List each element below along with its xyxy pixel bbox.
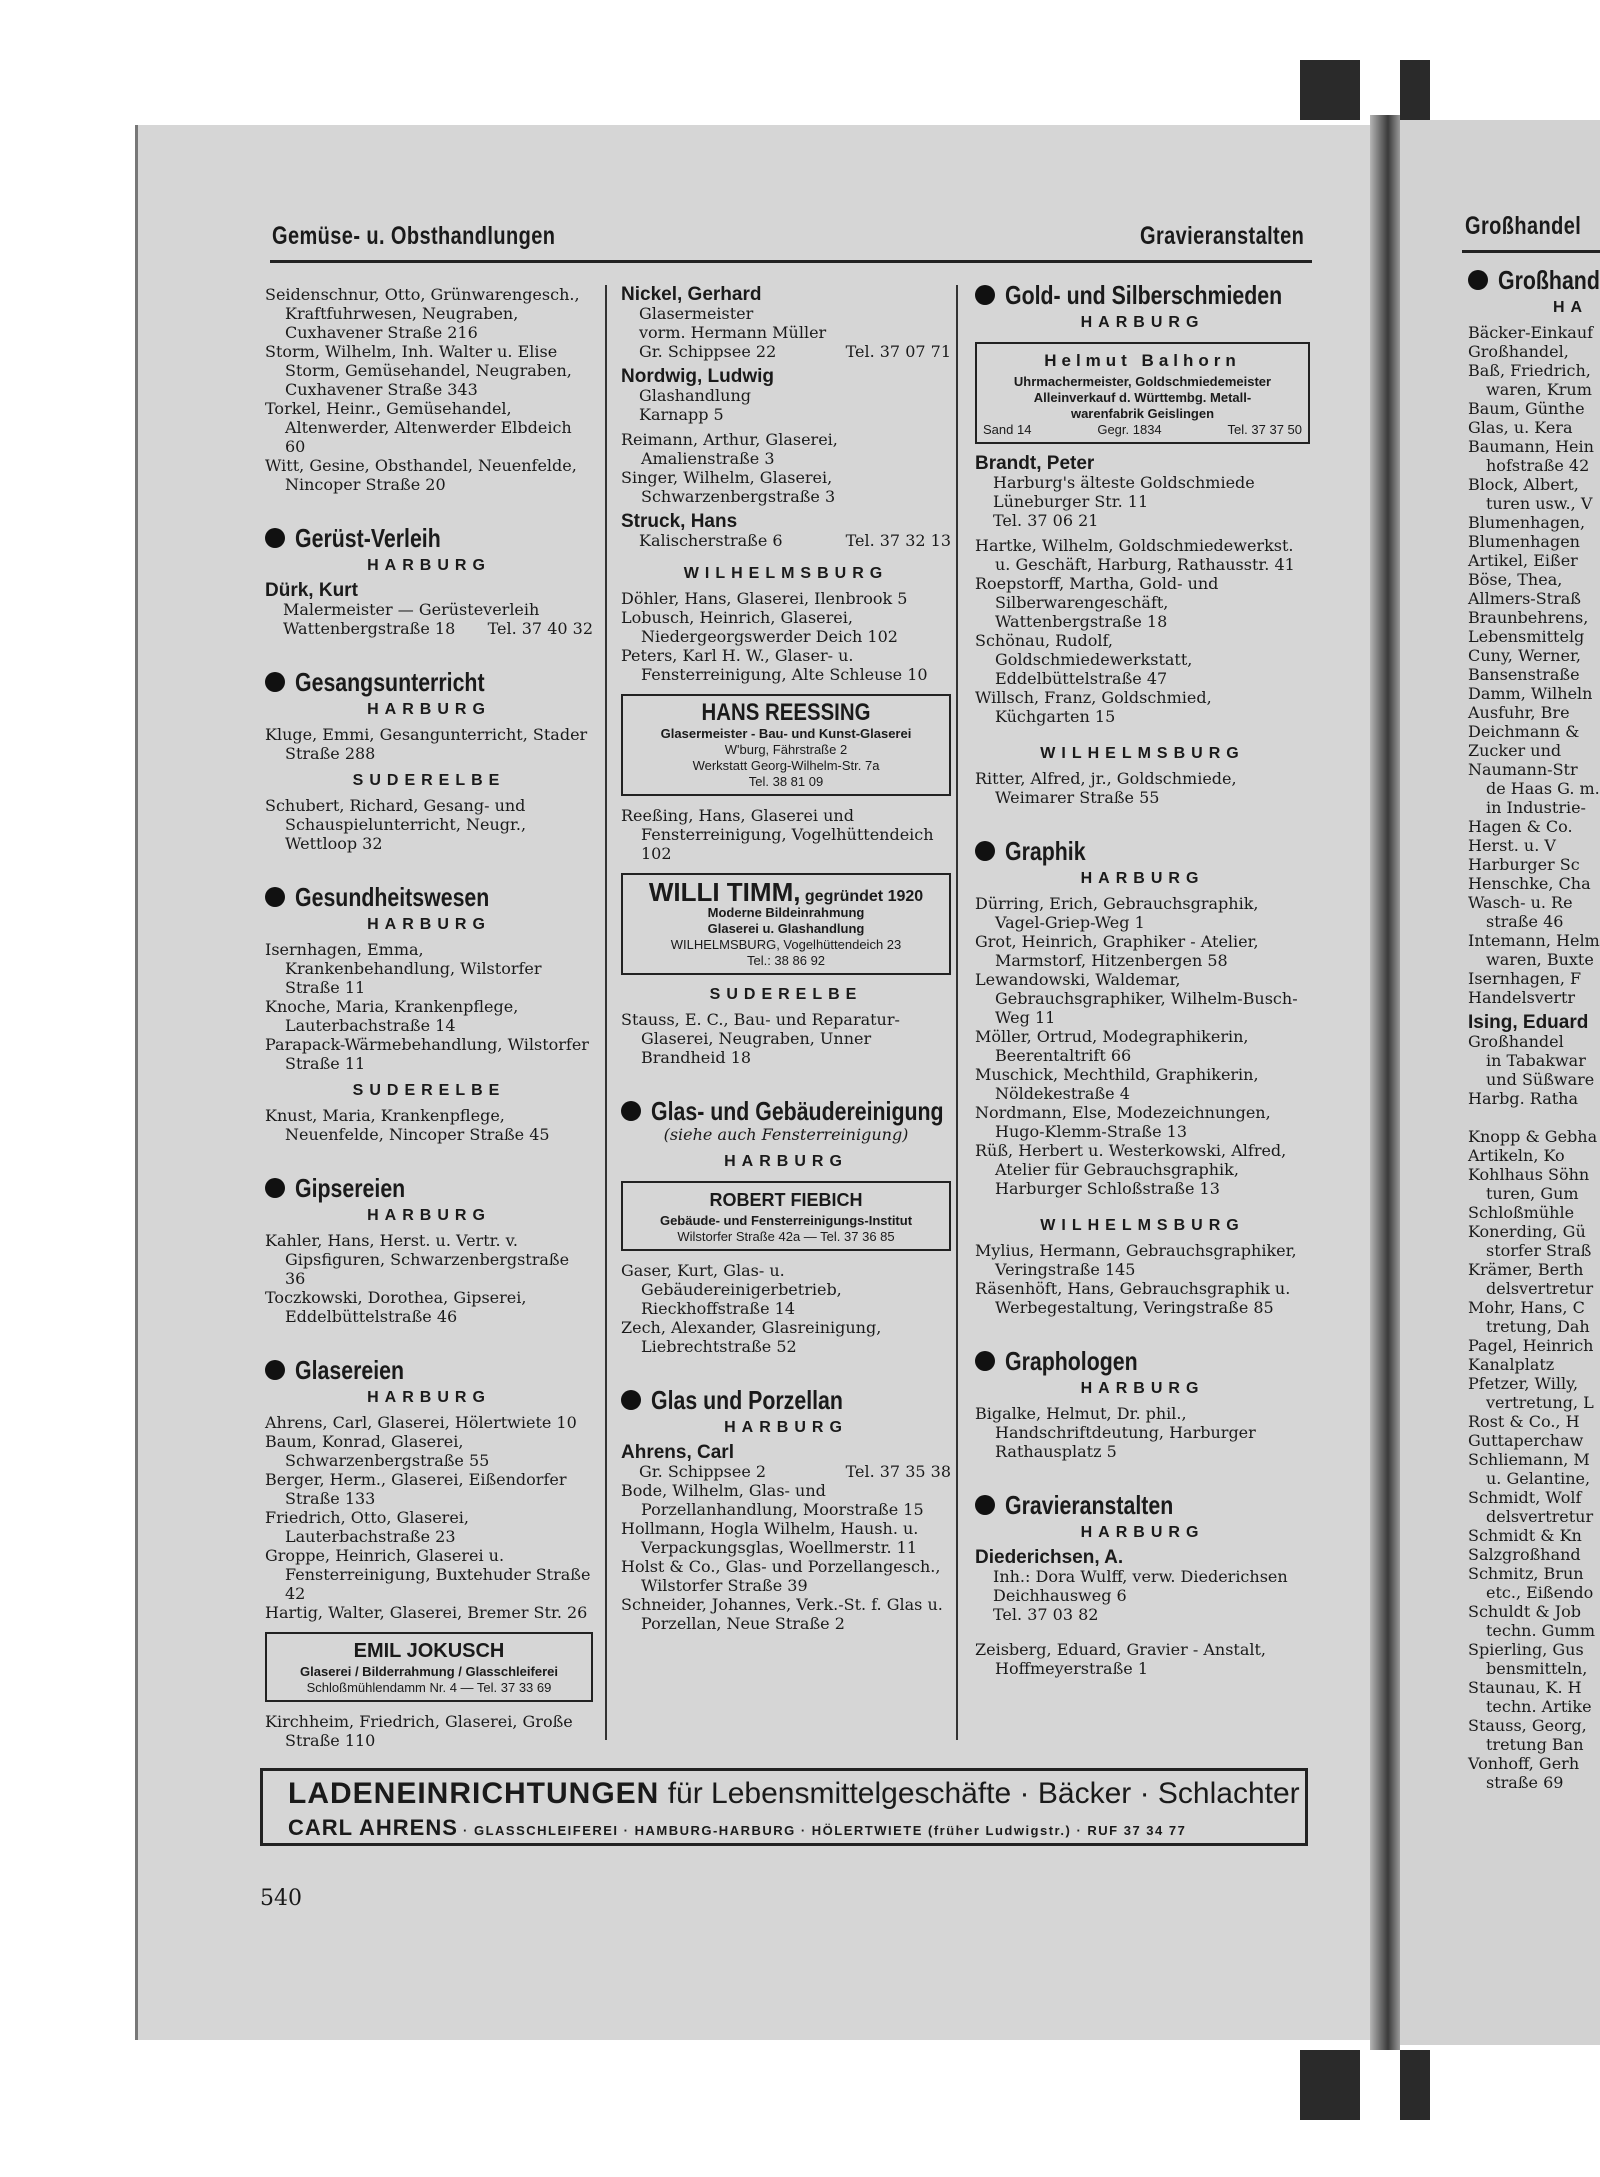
facing-page-line: Schmidt & Kn	[1468, 1526, 1582, 1545]
list-item: Stauss, E. C., Bau- und Reparatur-Glaserei, Neugraben, Unner Brandheid 18	[621, 1010, 900, 1067]
facing-page-line: Schliemann, M	[1468, 1450, 1590, 1469]
binding-tab-bottom	[1300, 2050, 1360, 2120]
entry-name: Ising, Eduard	[1468, 1012, 1589, 1033]
facing-page-line: Konerding, Gü	[1468, 1222, 1586, 1241]
list-item: Kirchheim, Friedrich, Glaserei, Große Straße 110	[265, 1712, 573, 1750]
list-item: Roepstorff, Martha, Gold- und Silberwarengeschäft, Wattenbergstraße 18	[975, 574, 1219, 631]
entry-line: Karnapp 5	[639, 405, 724, 424]
running-header-right: Gravieranstalten	[1140, 222, 1305, 250]
facing-page-line: Baum, Günthe	[1468, 399, 1585, 418]
district-label: WILHELMSBURG	[683, 565, 889, 582]
facing-page-line	[1468, 1108, 1600, 1127]
facing-page-line: vertretung, L	[1486, 1393, 1594, 1412]
bullet-icon	[975, 1495, 995, 1515]
facing-page-line: Bansenstraße	[1468, 665, 1580, 684]
entry-line: Harburg's älteste Goldschmiede	[993, 473, 1255, 492]
facing-page-line: techn. Artike	[1486, 1697, 1592, 1716]
district-label: SUDERELBE	[709, 986, 863, 1003]
entry-line: Gr. Schippsee 2 Tel. 37 35 38	[639, 1462, 951, 1481]
bullet-icon	[975, 285, 995, 305]
list-item: Storm, Wilhelm, Inh. Walter u. Elise Storm, Gemüsehandel, Neugraben, Cuxhavener Straße 343	[265, 342, 572, 399]
entry-line: Malermeister — Gerüsteverleih	[283, 600, 540, 619]
facing-page-line: hofstraße 42	[1486, 456, 1590, 475]
list-item: Isernhagen, Emma, Krankenbehandlung, Wilstorfer Straße 11	[265, 940, 542, 997]
list-item: Rüß, Herbert u. Westerkowski, Alfred, Atelier für Gebrauchsgraphik, Harburger Schloßstraße 13	[975, 1141, 1287, 1198]
bottom-advertisement: LADENEINRICHTUNGEN für Lebensmittelgeschäfte · Bäcker · Schlachter CARL AHRENS · GLASSCHLEIFEREI · HAMBURG-HARBURG · HÖLERTWIETE (früher Ludwigstr.) · RUF 37 34 77	[260, 1768, 1308, 1846]
bullet-icon	[265, 672, 285, 692]
facing-page-line: Schloßmühle	[1468, 1203, 1575, 1222]
facing-page-line: delsvertretur	[1486, 1507, 1594, 1526]
facing-page-line: u. Gelantine,	[1486, 1469, 1591, 1488]
facing-page-line: Pfetzer, Willy,	[1468, 1374, 1579, 1393]
facing-page-line: Schuldt & Job	[1468, 1602, 1582, 1621]
header-rule	[270, 260, 1312, 263]
facing-page-line: tretung, Dah	[1486, 1317, 1590, 1336]
list-item: Hollmann, Hogla Wilhelm, Haush. u. Verpackungsglas, Woellmerstr. 11	[621, 1519, 919, 1557]
district-label: HARBURG	[724, 1153, 848, 1170]
list-item: Bode, Wilhelm, Glas- und Porzellanhandlung, Moorstraße 15	[621, 1481, 924, 1519]
binding-tab-top	[1300, 60, 1360, 120]
list-item: Bigalke, Helmut, Dr. phil., Handschriftdeutung, Harburger Rathausplatz 5	[975, 1404, 1256, 1461]
list-item: Hartig, Walter, Glaserei, Bremer Str. 26	[265, 1603, 588, 1622]
list-item: Zech, Alexander, Glasreinigung, Liebrechtstraße 52	[621, 1318, 882, 1356]
district-label: WILHELMSBURG	[1040, 745, 1245, 762]
cross-reference: (siehe auch Fensterreinigung)	[663, 1125, 909, 1144]
bullet-icon	[975, 841, 995, 861]
category-heading: Großhand	[1468, 270, 1600, 290]
facing-page-line: Handelsvertr	[1468, 988, 1576, 1007]
list-item: Seidenschnur, Otto, Grünwarengesch., Kraftfuhrwesen, Neugraben, Cuxhavener Straße 216	[265, 285, 580, 342]
facing-page-line: storfer Straß	[1486, 1241, 1592, 1260]
facing-page-line: Schmidt, Wolf	[1468, 1488, 1582, 1507]
facing-page-line: Wasch- u. Re	[1468, 893, 1573, 912]
district-label: SUDERELBE	[352, 772, 506, 789]
district-label: HARBURG	[367, 1389, 491, 1406]
entry-name: Nickel, Gerhard	[621, 284, 762, 305]
advert-box: ROBERT FIEBICH Gebäude- und Fensterreinigungs-Institut Wilstorfer Straße 42a — Tel. 37 36 85	[621, 1181, 951, 1251]
entry-line: Gr. Schippsee 22 Tel. 37 07 71	[639, 342, 951, 361]
facing-page-line: Salzgroßhand	[1468, 1545, 1581, 1564]
category-heading: Glasereien	[265, 1360, 593, 1380]
facing-page-line: Kohlhaus Söhn	[1468, 1165, 1590, 1184]
facing-page-line: Spierling, Gus	[1468, 1640, 1584, 1659]
advert-box: WILLI TIMM, gegründet 1920 Moderne Bildeinrahmung Glaserei u. Glashandlung WILHELMSBURG, Vogelhüttendeich 23 Tel.: 38 86 92	[621, 873, 951, 975]
list-item: Lewandowski, Waldemar, Gebrauchsgraphiker, Wilhelm-Busch-Weg 11	[975, 970, 1298, 1027]
district-label: HARBURG	[367, 916, 491, 933]
category-heading: Graphik	[975, 841, 1310, 861]
list-item: Ritter, Alfred, jr., Goldschmiede, Weimarer Straße 55	[975, 769, 1237, 807]
entry-name: Dürk, Kurt	[265, 580, 358, 601]
facing-page-line: und Süßware	[1486, 1070, 1595, 1089]
list-item: Friedrich, Otto, Glaserei, Lauterbachstraße 23	[265, 1508, 469, 1546]
district-label: WILHELMSBURG	[1040, 1217, 1245, 1234]
advert-box: Helmut Balhorn Uhrmachermeister, Goldschmiedemeister Alleinverkauf d. Württembg. Metall- warenfabrik Geislingen Sand 14 Gegr. 1834 Tel. 37 37 50	[975, 342, 1310, 444]
facing-page-line: Pagel, Heinrich	[1468, 1336, 1594, 1355]
facing-page-line: Bäcker-Einkauf	[1468, 323, 1594, 342]
list-item: Willsch, Franz, Goldschmied, Küchgarten 15	[975, 688, 1212, 726]
facing-page-line: Staunau, K. H	[1468, 1678, 1582, 1697]
facing-page-line: Herst. u. V	[1468, 836, 1556, 855]
facing-page-line: Isernhagen, F	[1468, 969, 1582, 988]
list-item: Peters, Karl H. W., Glaser- u. Fensterreinigung, Alte Schleuse 10	[621, 646, 928, 684]
entry-name: Ahrens, Carl	[621, 1442, 734, 1463]
facing-page-line: Glas, u. Kera	[1468, 418, 1573, 437]
bullet-icon	[265, 528, 285, 548]
list-item: Ahrens, Carl, Glaserei, Hölertwiete 10	[265, 1413, 577, 1432]
facing-page-line: delsvertretur	[1486, 1279, 1594, 1298]
entry-line: Glasermeister	[639, 304, 754, 323]
facing-page-line: Stauss, Georg,	[1468, 1716, 1587, 1735]
list-item: Schubert, Richard, Gesang- und Schauspielunterricht, Neugr., Wettloop 32	[265, 796, 527, 853]
bullet-icon	[621, 1101, 641, 1121]
column-2	[621, 285, 951, 1633]
list-item: Kluge, Emmi, Gesangunterricht, Stader Straße 288	[265, 725, 588, 763]
category-heading: Gesundheitswesen	[265, 887, 593, 907]
facing-page-line: Mohr, Hans, C	[1468, 1298, 1585, 1317]
district-label: HARBURG	[1080, 870, 1205, 887]
bullet-icon	[975, 1351, 995, 1371]
facing-page-line: in Industrie-	[1486, 798, 1586, 817]
list-item: Reimann, Arthur, Glaserei, Amalienstraße 3	[621, 430, 838, 468]
list-item: Zeisberg, Eduard, Gravier - Anstalt, Hoffmeyerstraße 1	[975, 1640, 1267, 1678]
bullet-icon	[265, 1360, 285, 1380]
facing-page-line: Großhandel,	[1468, 342, 1569, 361]
facing-page-line: Rost & Co., H	[1468, 1412, 1580, 1431]
entry-line: Tel. 37 03 82	[993, 1605, 1099, 1624]
facing-page-line: turen, Gum	[1486, 1184, 1579, 1203]
list-item: Möller, Ortrud, Modegraphikerin, Beerentaltrift 66	[975, 1027, 1249, 1065]
book-gutter	[1370, 115, 1400, 2050]
list-item: Parapack-Wärmebehandlung, Wilstorfer Straße 11	[265, 1035, 589, 1073]
entry-line: Inh.: Dora Wulff, verw. Diederichsen	[993, 1567, 1288, 1586]
facing-page-line: Allmers-Straß	[1468, 589, 1581, 608]
district-label: HARBURG	[367, 557, 491, 574]
district-label: HARBURG	[1080, 1380, 1205, 1397]
list-item: Berger, Herm., Glaserei, Eißendorfer Straße 133	[265, 1470, 567, 1508]
list-item: Holst & Co., Glas- und Porzellangesch., Wilstorfer Straße 39	[621, 1557, 941, 1595]
list-item: Schneider, Johannes, Verk.-St. f. Glas u. Porzellan, Neue Straße 2	[621, 1595, 943, 1633]
list-item: Gaser, Kurt, Glas- u. Gebäudereinigerbetrieb, Rieckhoffstraße 14	[621, 1261, 842, 1318]
list-item: Mylius, Hermann, Gebrauchsgraphiker, Veringstraße 145	[975, 1241, 1297, 1279]
page-number: 540	[260, 1886, 302, 1911]
facing-page-line: Krämer, Berth	[1468, 1260, 1584, 1279]
column-rule-2	[956, 285, 958, 1740]
entry-name: Brandt, Peter	[975, 453, 1095, 474]
category-heading: Gipsereien	[265, 1178, 593, 1198]
list-item: Kahler, Hans, Herst. u. Vertr. v. Gipsfiguren, Schwarzenbergstraße 36	[265, 1231, 570, 1288]
facing-page-rule	[1462, 250, 1600, 253]
facing-page-line: straße 69	[1486, 1773, 1564, 1792]
column-3	[975, 279, 1310, 1678]
list-item: Toczkowski, Dorothea, Gipserei, Eddelbüttelstraße 46	[265, 1288, 527, 1326]
entry-line: Kalischerstraße 6 Tel. 37 32 13	[639, 531, 951, 550]
list-item: Reeßing, Hans, Glaserei und Fensterreinigung, Vogelhüttendeich 102	[621, 806, 934, 863]
list-item: Nordmann, Else, Modezeichnungen, Hugo-Klemm-Straße 13	[975, 1103, 1271, 1141]
bullet-icon	[621, 1390, 641, 1410]
list-item: Knoche, Maria, Krankenpflege, Lauterbachstraße 14	[265, 997, 519, 1035]
facing-page-line: Naumann-Str	[1468, 760, 1578, 779]
district-label: SUDERELBE	[352, 1082, 506, 1099]
facing-page-line: waren, Krum	[1486, 380, 1592, 399]
list-item: Lobusch, Heinrich, Glaserei, Niedergeorgswerder Deich 102	[621, 608, 898, 646]
column-1	[265, 285, 593, 1750]
district-label: HA	[1553, 299, 1589, 316]
facing-page-line: Block, Albert,	[1468, 475, 1579, 494]
facing-page-header: Großhandel	[1465, 212, 1582, 240]
facing-page-line: de Haas G. m.	[1486, 779, 1600, 798]
entry-line: Lüneburger Str. 11	[993, 492, 1149, 511]
category-heading: Gesangsunterricht	[265, 672, 593, 692]
facing-page-line: Ausfuhr, Bre	[1468, 703, 1570, 722]
district-label: HARBURG	[1080, 314, 1205, 331]
facing-page-line: Damm, Wilheln	[1468, 684, 1593, 703]
facing-page-line: Hagen & Co.	[1468, 817, 1573, 836]
facing-page-line: Baß, Friedrich,	[1468, 361, 1591, 380]
district-label: HARBURG	[367, 1207, 491, 1224]
facing-page-line: Guttaperchaw	[1468, 1431, 1584, 1450]
category-heading: Gravieranstalten	[975, 1495, 1310, 1515]
facing-page-line: Zucker und	[1468, 741, 1562, 760]
facing-page-line: Braunbehrens,	[1468, 608, 1589, 627]
category-heading: Glas- und Gebäudereinigung	[621, 1101, 951, 1121]
facing-page-line: Blumenhagen,	[1468, 513, 1586, 532]
facing-page-line: Deichmann &	[1468, 722, 1580, 741]
facing-page-line: Cuny, Werner,	[1468, 646, 1581, 665]
facing-page-line: Harburger Sc	[1468, 855, 1580, 874]
facing-page-line: Lebensmittelg	[1468, 627, 1585, 646]
facing-page-line: Intemann, Helm	[1468, 931, 1600, 950]
list-item: Grot, Heinrich, Graphiker - Atelier, Marmstorf, Hitzenbergen 58	[975, 932, 1259, 970]
facing-page-line: straße 46	[1486, 912, 1564, 931]
facing-page-line: Artikel, Eißer	[1468, 551, 1578, 570]
facing-page-line: Böse, Thea,	[1468, 570, 1563, 589]
binding-tab-bottom-right	[1400, 2050, 1430, 2120]
facing-page-line: Henschke, Cha	[1468, 874, 1591, 893]
list-item: Baum, Konrad, Glaserei, Schwarzenbergstraße 55	[265, 1432, 490, 1470]
facing-page-line: techn. Gumm	[1486, 1621, 1596, 1640]
list-item: Singer, Wilhelm, Glaserei, Schwarzenbergstraße 3	[621, 468, 836, 506]
advert-box: HANS REESSING Glasermeister - Bau- und Kunst-Glaserei W'burg, Fährstraße 2 Werkstatt Georg-Wilhelm-Str. 7a Tel. 38 81 09	[621, 694, 951, 796]
facing-page-line: turen usw., V	[1486, 494, 1593, 513]
facing-page-line: Schmitz, Brun	[1468, 1564, 1584, 1583]
advert-box: EMIL JOKUSCH Glaserei / Bilderrahmung / Glasschleiferei Schloßmühlendamm Nr. 4 — Tel. 37 33 69	[265, 1632, 593, 1702]
category-heading: Gold- und Silberschmieden	[975, 285, 1310, 305]
list-item: Schönau, Rudolf, Goldschmiedewerkstatt, Eddelbüttelstraße 47	[975, 631, 1193, 688]
list-item: Witt, Gesine, Obsthandel, Neuenfelde, Nincoper Straße 20	[265, 456, 577, 494]
entry-line: Glashandlung	[639, 386, 752, 405]
entry-line: Deichhausweg 6	[993, 1586, 1127, 1605]
list-item: Muschick, Mechthild, Graphikerin, Nöldekestraße 4	[975, 1065, 1259, 1103]
facing-page-line: Baumann, Hein	[1468, 437, 1594, 456]
binding-tab-top-right	[1400, 60, 1430, 120]
facing-page-line: tretung Ban	[1486, 1735, 1584, 1754]
category-heading: Glas und Porzellan	[621, 1390, 951, 1410]
list-item: Döhler, Hans, Glaserei, Ilenbrook 5	[621, 589, 908, 608]
list-item: Räsenhöft, Hans, Gebrauchsgraphik u. Werbegestaltung, Veringstraße 85	[975, 1279, 1291, 1317]
facing-page-line: in Tabakwar	[1486, 1051, 1586, 1070]
facing-page-line: etc., Eißendo	[1486, 1583, 1594, 1602]
facing-page-line: waren, Buxte	[1486, 950, 1594, 969]
running-header-left: Gemüse- u. Obsthandlungen	[272, 222, 556, 250]
district-label: HARBURG	[1080, 1524, 1205, 1541]
facing-page-line: Artikeln, Ko	[1468, 1146, 1565, 1165]
column-rule-1	[605, 285, 607, 1740]
list-item: Hartke, Wilhelm, Goldschmiedewerkst. u. Geschäft, Harburg, Rathausstr. 41	[975, 536, 1295, 574]
entry-line: Tel. 37 06 21	[993, 511, 1099, 530]
bullet-icon	[265, 887, 285, 907]
facing-page-line: bensmitteln,	[1486, 1659, 1588, 1678]
entry-name: Diederichsen, A.	[975, 1547, 1124, 1568]
district-label: HARBURG	[367, 701, 491, 718]
list-item: Groppe, Heinrich, Glaserei u. Fensterreinigung, Buxtehuder Straße 42	[265, 1546, 591, 1603]
list-item: Torkel, Heinr., Gemüsehandel, Altenwerder, Altenwerder Elbdeich 60	[265, 399, 572, 456]
category-heading: Graphologen	[975, 1351, 1310, 1371]
entry-line: vorm. Hermann Müller	[639, 323, 827, 342]
entry-line: Wattenbergstraße 18 Tel. 37 40 32	[283, 619, 593, 638]
facing-page-line: Blumenhagen	[1468, 532, 1580, 551]
category-heading: Gerüst-Verleih	[265, 528, 593, 548]
facing-page-column	[1468, 264, 1600, 1792]
facing-page-line: Vonhoff, Gerh	[1468, 1754, 1580, 1773]
entry-name: Nordwig, Ludwig	[621, 366, 775, 387]
bullet-icon	[265, 1178, 285, 1198]
entry-name: Struck, Hans	[621, 511, 738, 532]
facing-page-line: Harbg. Ratha	[1468, 1089, 1579, 1108]
facing-page-line: Knopp & Gebha	[1468, 1127, 1598, 1146]
list-item: Dürring, Erich, Gebrauchsgraphik, Vagel-Griep-Weg 1	[975, 894, 1259, 932]
bullet-icon	[1468, 270, 1488, 290]
facing-page-line: Großhandel	[1468, 1032, 1564, 1051]
facing-page-line: Kanalplatz	[1468, 1355, 1555, 1374]
district-label: HARBURG	[724, 1419, 848, 1436]
list-item: Knust, Maria, Krankenpflege, Neuenfelde, Nincoper Straße 45	[265, 1106, 550, 1144]
